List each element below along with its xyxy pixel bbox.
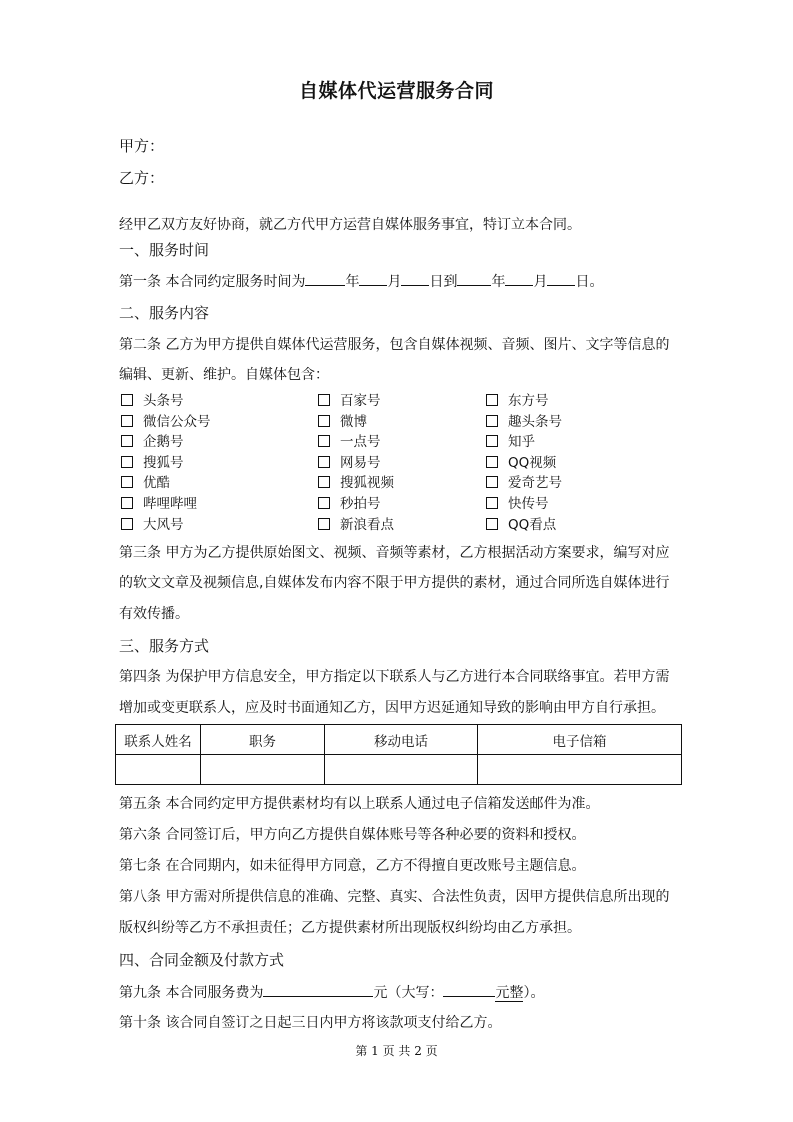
header-position: 职务 <box>201 725 325 755</box>
article-4-line-2: 增加或变更联系人，应及时书面通知乙方，因甲方迟延通知导致的影响由甲方自行承担。 <box>119 700 665 716</box>
checkbox-icon[interactable] <box>486 435 498 447</box>
platform-option[interactable] <box>318 474 394 492</box>
article-9: 第九条 本合同服务费为 元（大写： 元整）。 <box>119 982 544 1003</box>
intro-paragraph: 经甲乙双方友好协商，就乙方代甲方运营自媒体服务事宜，特订立本合同。 <box>119 217 581 233</box>
article-9-text: 第九条 本合同服务费为 <box>119 985 264 1001</box>
platform-option[interactable] <box>486 413 562 431</box>
platform-label: 秒拍号 <box>340 496 381 512</box>
checkbox-icon[interactable] <box>318 394 330 406</box>
article-3-line-2: 的软文文章及视频信息,自媒体发布内容不限于甲方提供的素材，通过合同所选自媒体进行 <box>119 575 670 591</box>
checkbox-icon[interactable] <box>486 497 498 509</box>
article-4-line-1: 第四条 为保护甲方信息安全，甲方指定以下联系人与乙方进行本合同联络事宜。若甲方需 <box>119 669 670 685</box>
platform-option[interactable] <box>486 474 562 492</box>
checkbox-icon[interactable] <box>318 435 330 447</box>
year-blank-1 <box>305 271 345 286</box>
fee-unit-text: 元整 <box>495 985 524 1001</box>
checkbox-icon[interactable] <box>121 518 133 530</box>
article-1: 第一条 本合同约定服务时间为 年 月 日到 年 月 日。 <box>119 271 603 292</box>
party-b-label: 乙方： <box>119 169 165 187</box>
section-heading-4: 四、合同金额及付款方式 <box>119 951 285 969</box>
checkbox-icon[interactable] <box>121 415 133 427</box>
section-heading-3: 三、服务方式 <box>119 637 210 655</box>
article-8-line-2: 版权纠纷等乙方不承担责任；乙方提供素材所出现版权纠纷均由乙方承担。 <box>119 920 581 936</box>
platform-option[interactable] <box>121 433 184 451</box>
platform-label: 哔哩哔哩 <box>143 496 197 512</box>
platform-option[interactable] <box>318 516 394 534</box>
fee-uppercase-blank <box>443 982 495 997</box>
platform-option[interactable] <box>121 392 184 410</box>
article-2-line-1: 第二条 乙方为甲方提供自媒体代运营服务，包含自媒体视频、音频、图片、文字等信息的 <box>119 337 670 353</box>
cell-mobile-phone[interactable] <box>325 755 478 785</box>
platform-option[interactable] <box>121 454 184 472</box>
contact-table <box>115 724 682 785</box>
platform-option[interactable] <box>318 433 381 451</box>
platform-option[interactable] <box>121 413 211 431</box>
platform-option[interactable] <box>318 392 381 410</box>
platform-label: 趣头条号 <box>508 413 562 430</box>
article-3-line-1: 第三条 甲方为乙方提供原始图文、视频、音频等素材，乙方根据活动方案要求，编写对应 <box>119 545 670 561</box>
cell-position[interactable] <box>201 755 325 785</box>
platform-option[interactable] <box>486 392 549 410</box>
checkbox-icon[interactable] <box>318 518 330 530</box>
platform-option[interactable] <box>121 474 170 492</box>
article-10: 第十条 该合同自签订之日起三日内甲方将该款项支付给乙方。 <box>119 1015 502 1031</box>
day-blank-2 <box>547 271 575 286</box>
article-5: 第五条 本合同约定甲方提供素材均有以上联系人通过电子信箱发送邮件为准。 <box>119 796 600 812</box>
year-blank-2 <box>457 271 491 286</box>
article-2-line-2: 编辑、更新、维护。自媒体包含： <box>119 367 329 383</box>
checkbox-icon[interactable] <box>318 476 330 488</box>
platform-option[interactable] <box>121 495 197 513</box>
article-7: 第七条 在合同期内，如未征得甲方同意，乙方不得擅自更改账号主题信息。 <box>119 858 586 874</box>
party-a-label: 甲方： <box>119 137 165 155</box>
fee-amount-blank <box>263 982 373 997</box>
checkbox-icon[interactable] <box>486 415 498 427</box>
platform-option[interactable] <box>486 516 556 534</box>
platform-label: 东方号 <box>508 393 549 409</box>
cell-email[interactable] <box>478 755 682 785</box>
checkbox-icon[interactable] <box>318 497 330 509</box>
checkbox-icon[interactable] <box>318 456 330 468</box>
month-blank-2 <box>505 271 533 286</box>
checkbox-icon[interactable] <box>486 476 498 488</box>
platform-option[interactable] <box>318 413 367 431</box>
section-heading-2: 二、服务内容 <box>119 304 210 322</box>
day-blank-1 <box>401 271 429 286</box>
article-8-line-1: 第八条 甲方需对所提供信息的准确、完整、真实、合法性负责，因甲方提供信息所出现的 <box>119 889 670 905</box>
platform-label: 一点号 <box>340 434 381 451</box>
header-contact-name: 联系人姓名 <box>116 725 201 755</box>
section-heading-1: 一、服务时间 <box>119 241 210 259</box>
platform-option[interactable] <box>121 516 184 534</box>
platform-option[interactable] <box>318 495 381 513</box>
platform-label: 搜狐号 <box>143 454 184 471</box>
platform-label: 微信公众号 <box>143 413 211 430</box>
platform-label: 百家号 <box>340 393 381 409</box>
platform-option[interactable] <box>486 433 535 451</box>
platform-label: 微博 <box>340 413 367 430</box>
platform-label: 知乎 <box>508 434 535 451</box>
platform-label: 大风号 <box>143 516 184 533</box>
article-3-line-3: 有效传播。 <box>119 606 189 622</box>
contact-table-header-row <box>116 725 682 755</box>
month-blank-1 <box>359 271 387 286</box>
platform-option[interactable] <box>486 495 549 513</box>
checkbox-icon[interactable] <box>486 456 498 468</box>
page-footer: 第 1 页 共 2 页 <box>355 1044 438 1058</box>
platform-option[interactable] <box>486 454 556 472</box>
header-mobile-phone: 移动电话 <box>325 725 478 755</box>
article-1-text: 第一条 本合同约定服务时间为 <box>119 274 306 290</box>
platform-label: QQ视频 <box>508 454 557 471</box>
checkbox-icon[interactable] <box>121 394 133 406</box>
platform-label: 头条号 <box>143 393 184 409</box>
platform-label: 优酷 <box>143 475 170 492</box>
checkbox-icon[interactable] <box>486 518 498 530</box>
platform-label: 网易号 <box>340 454 381 471</box>
platform-label: QQ看点 <box>508 516 557 533</box>
checkbox-icon[interactable] <box>318 415 330 427</box>
platform-label: 企鹅号 <box>143 434 184 451</box>
platform-label: 搜狐视频 <box>340 475 394 492</box>
checkbox-icon[interactable] <box>121 497 133 509</box>
checkbox-icon[interactable] <box>121 476 133 488</box>
platform-label: 爱奇艺号 <box>508 475 562 492</box>
document-title: 自媒体代运营服务合同 <box>298 80 494 102</box>
checkbox-icon[interactable] <box>121 435 133 447</box>
header-email: 电子信箱 <box>478 725 682 755</box>
article-6: 第六条 合同签订后，甲方向乙方提供自媒体账号等各种必要的资料和授权。 <box>119 827 586 843</box>
checkbox-icon[interactable] <box>121 456 133 468</box>
platform-option[interactable] <box>318 454 381 472</box>
platform-label: 快传号 <box>508 496 549 512</box>
cell-contact-name[interactable] <box>116 755 201 785</box>
checkbox-icon[interactable] <box>486 394 498 406</box>
contact-table-row <box>116 755 682 785</box>
platform-label: 新浪看点 <box>340 516 394 533</box>
